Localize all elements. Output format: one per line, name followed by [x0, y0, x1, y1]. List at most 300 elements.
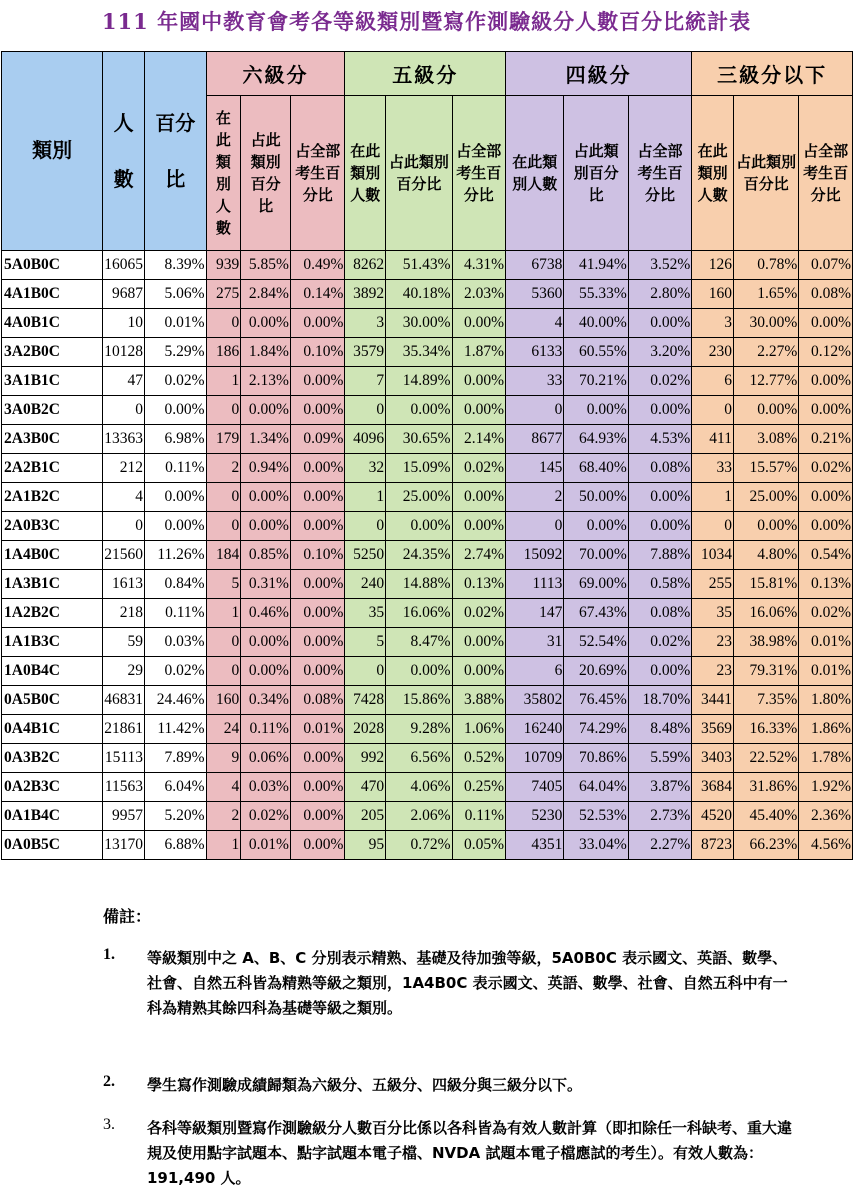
cell-category: 0A2B3C	[2, 773, 103, 802]
table-row	[2, 599, 853, 628]
cell-five-category-pct: 15.09%	[386, 454, 452, 483]
cell-six-total-pct: 0.00%	[290, 599, 345, 628]
cell-five-category-pct: 14.88%	[386, 570, 452, 599]
cell-four-total-pct: 0.02%	[628, 628, 691, 657]
table-row	[2, 541, 853, 570]
cell-six-total-pct: 0.00%	[290, 657, 345, 686]
cell-six-count: 5	[206, 570, 241, 599]
cell-category: 0A1B4C	[2, 802, 103, 831]
cell-percent: 5.29%	[145, 338, 207, 367]
cell-five-total-pct: 4.31%	[452, 251, 506, 280]
cell-three-count: 255	[692, 570, 734, 599]
cell-five-count: 3	[345, 309, 386, 338]
cell-five-category-pct: 30.65%	[386, 425, 452, 454]
cell-six-total-pct: 0.00%	[290, 367, 345, 396]
cell-people: 4	[103, 483, 145, 512]
cell-five-count: 95	[345, 831, 386, 860]
cell-four-count: 5230	[506, 802, 564, 831]
cell-five-total-pct: 0.00%	[452, 512, 506, 541]
cell-six-count: 0	[206, 657, 241, 686]
cell-six-category-pct: 0.46%	[241, 599, 291, 628]
cell-three-category-pct: 31.86%	[733, 773, 798, 802]
table-row	[2, 338, 853, 367]
cell-six-category-pct: 0.03%	[241, 773, 291, 802]
cell-category: 3A1B1C	[2, 367, 103, 396]
header-six-total-pct: 占全部考生百分比	[290, 96, 345, 251]
header-three-category-pct: 占此類別百分比	[733, 96, 798, 251]
cell-five-category-pct: 2.06%	[386, 802, 452, 831]
cell-five-category-pct: 51.43%	[386, 251, 452, 280]
cell-six-category-pct: 2.84%	[241, 280, 291, 309]
cell-three-count: 0	[692, 512, 734, 541]
cell-three-category-pct: 22.52%	[733, 744, 798, 773]
cell-five-count: 7	[345, 367, 386, 396]
header-four-category-pct: 占此類別百分比	[564, 96, 628, 251]
table-row	[2, 454, 853, 483]
cell-four-total-pct: 3.52%	[628, 251, 691, 280]
cell-four-count: 6	[506, 657, 564, 686]
cell-three-total-pct: 0.00%	[799, 512, 853, 541]
cell-six-count: 24	[206, 715, 241, 744]
cell-six-category-pct: 1.34%	[241, 425, 291, 454]
cell-four-category-pct: 74.29%	[564, 715, 628, 744]
cell-three-count: 35	[692, 599, 734, 628]
cell-three-total-pct: 0.00%	[799, 309, 853, 338]
cell-four-category-pct: 52.54%	[564, 628, 628, 657]
cell-six-category-pct: 0.34%	[241, 686, 291, 715]
cell-six-total-pct: 0.00%	[290, 744, 345, 773]
cell-three-count: 4520	[692, 802, 734, 831]
cell-category: 1A1B3C	[2, 628, 103, 657]
cell-three-count: 230	[692, 338, 734, 367]
cell-category: 2A1B2C	[2, 483, 103, 512]
cell-four-count: 15092	[506, 541, 564, 570]
table-row	[2, 686, 853, 715]
page-title: 111 年國中教育會考各等級類別暨寫作測驗級分人數百分比統計表	[101, 9, 752, 34]
cell-category: 3A2B0C	[2, 338, 103, 367]
cell-five-count: 3892	[345, 280, 386, 309]
cell-category: 1A0B4C	[2, 657, 103, 686]
cell-three-count: 1	[692, 483, 734, 512]
cell-category: 2A2B1C	[2, 454, 103, 483]
header-people: 人數	[103, 52, 145, 251]
cell-three-total-pct: 0.54%	[799, 541, 853, 570]
header-six-count: 在此類別人數	[206, 96, 241, 251]
cell-six-category-pct: 0.00%	[241, 512, 291, 541]
cell-six-category-pct: 0.01%	[241, 831, 291, 860]
cell-three-count: 3403	[692, 744, 734, 773]
cell-six-count: 0	[206, 396, 241, 425]
cell-six-total-pct: 0.08%	[290, 686, 345, 715]
cell-five-total-pct: 0.11%	[452, 802, 506, 831]
cell-category: 0A5B0C	[2, 686, 103, 715]
cell-people: 59	[103, 628, 145, 657]
cell-five-total-pct: 0.02%	[452, 454, 506, 483]
cell-people: 21861	[103, 715, 145, 744]
cell-five-count: 3579	[345, 338, 386, 367]
cell-six-category-pct: 0.31%	[241, 570, 291, 599]
header-five-total-pct: 占全部考生百分比	[452, 96, 506, 251]
cell-four-count: 4351	[506, 831, 564, 860]
cell-five-count: 2028	[345, 715, 386, 744]
cell-category: 1A2B2C	[2, 599, 103, 628]
cell-four-category-pct: 0.00%	[564, 396, 628, 425]
cell-people: 47	[103, 367, 145, 396]
cell-five-total-pct: 0.05%	[452, 831, 506, 860]
cell-three-count: 1034	[692, 541, 734, 570]
cell-three-category-pct: 0.00%	[733, 512, 798, 541]
table-row	[2, 483, 853, 512]
cell-five-total-pct: 0.00%	[452, 628, 506, 657]
cell-percent: 6.04%	[145, 773, 207, 802]
cell-six-total-pct: 0.00%	[290, 628, 345, 657]
header-group-six: 六級分	[206, 52, 345, 96]
cell-five-count: 1	[345, 483, 386, 512]
cell-three-count: 23	[692, 657, 734, 686]
cell-category: 2A3B0C	[2, 425, 103, 454]
cell-three-count: 3441	[692, 686, 734, 715]
cell-four-category-pct: 70.21%	[564, 367, 628, 396]
cell-five-category-pct: 4.06%	[386, 773, 452, 802]
cell-three-count: 126	[692, 251, 734, 280]
cell-four-total-pct: 3.87%	[628, 773, 691, 802]
cell-five-total-pct: 0.25%	[452, 773, 506, 802]
cell-four-total-pct: 4.53%	[628, 425, 691, 454]
cell-six-total-pct: 0.00%	[290, 512, 345, 541]
cell-six-total-pct: 0.00%	[290, 454, 345, 483]
cell-three-total-pct: 0.13%	[799, 570, 853, 599]
cell-six-category-pct: 0.11%	[241, 715, 291, 744]
cell-six-total-pct: 0.49%	[290, 251, 345, 280]
cell-six-total-pct: 0.10%	[290, 338, 345, 367]
table-row	[2, 396, 853, 425]
cell-four-category-pct: 52.53%	[564, 802, 628, 831]
cell-people: 13363	[103, 425, 145, 454]
cell-three-total-pct: 0.02%	[799, 454, 853, 483]
cell-six-count: 1	[206, 599, 241, 628]
cell-three-total-pct: 1.92%	[799, 773, 853, 802]
cell-five-total-pct: 2.03%	[452, 280, 506, 309]
note-text: 等級類別中之 A、B、C 分別表示精熟、基礎及待加強等級，5A0B0C 表示國文、英語、數學、社會、自然五科皆為精熟等級之類別，1A4B0C 表示國文、英語、數學、社會、自然五科中有一科為精熟其餘四科為基礎等級之類別。	[147, 949, 788, 1017]
cell-percent: 8.39%	[145, 251, 207, 280]
header-four-total-pct: 占全部考生百分比	[628, 96, 691, 251]
cell-five-count: 5	[345, 628, 386, 657]
cell-six-count: 0	[206, 512, 241, 541]
cell-four-category-pct: 67.43%	[564, 599, 628, 628]
cell-five-total-pct: 0.00%	[452, 657, 506, 686]
cell-five-count: 7428	[345, 686, 386, 715]
cell-six-category-pct: 2.13%	[241, 367, 291, 396]
cell-percent: 11.26%	[145, 541, 207, 570]
cell-five-count: 4096	[345, 425, 386, 454]
cell-four-total-pct: 0.00%	[628, 512, 691, 541]
header-group-three: 三級分以下	[692, 52, 853, 96]
header-five-count: 在此類別人數	[345, 96, 386, 251]
cell-six-category-pct: 0.06%	[241, 744, 291, 773]
note-number: 3.	[103, 1116, 115, 1133]
table-row	[2, 773, 853, 802]
cell-people: 218	[103, 599, 145, 628]
cell-category: 0A4B1C	[2, 715, 103, 744]
cell-category: 3A0B2C	[2, 396, 103, 425]
cell-four-count: 16240	[506, 715, 564, 744]
cell-percent: 0.11%	[145, 599, 207, 628]
table-row	[2, 715, 853, 744]
cell-four-total-pct: 2.80%	[628, 280, 691, 309]
cell-three-category-pct: 66.23%	[733, 831, 798, 860]
cell-six-total-pct: 0.00%	[290, 396, 345, 425]
cell-four-count: 7405	[506, 773, 564, 802]
cell-five-category-pct: 40.18%	[386, 280, 452, 309]
cell-three-total-pct: 0.08%	[799, 280, 853, 309]
cell-people: 10128	[103, 338, 145, 367]
header-percent: 百分比	[145, 52, 207, 251]
cell-six-count: 0	[206, 309, 241, 338]
cell-percent: 24.46%	[145, 686, 207, 715]
header-three-count: 在此類別人數	[692, 96, 734, 251]
cell-four-total-pct: 2.73%	[628, 802, 691, 831]
cell-four-total-pct: 5.59%	[628, 744, 691, 773]
cell-three-total-pct: 0.21%	[799, 425, 853, 454]
cell-three-count: 160	[692, 280, 734, 309]
cell-five-category-pct: 0.00%	[386, 657, 452, 686]
table-row	[2, 744, 853, 773]
cell-four-count: 31	[506, 628, 564, 657]
cell-percent: 0.00%	[145, 396, 207, 425]
cell-three-total-pct: 0.07%	[799, 251, 853, 280]
cell-three-total-pct: 0.00%	[799, 396, 853, 425]
cell-three-count: 8723	[692, 831, 734, 860]
cell-five-category-pct: 0.00%	[386, 512, 452, 541]
cell-percent: 0.84%	[145, 570, 207, 599]
cell-category: 0A0B5C	[2, 831, 103, 860]
cell-six-total-pct: 0.00%	[290, 570, 345, 599]
cell-four-total-pct: 0.58%	[628, 570, 691, 599]
cell-three-category-pct: 30.00%	[733, 309, 798, 338]
cell-six-total-pct: 0.14%	[290, 280, 345, 309]
cell-percent: 11.42%	[145, 715, 207, 744]
cell-six-category-pct: 0.00%	[241, 396, 291, 425]
cell-four-count: 33	[506, 367, 564, 396]
cell-three-category-pct: 1.65%	[733, 280, 798, 309]
cell-three-count: 23	[692, 628, 734, 657]
cell-four-category-pct: 50.00%	[564, 483, 628, 512]
cell-five-count: 5250	[345, 541, 386, 570]
cell-four-category-pct: 60.55%	[564, 338, 628, 367]
cell-three-category-pct: 79.31%	[733, 657, 798, 686]
cell-five-category-pct: 0.72%	[386, 831, 452, 860]
cell-six-category-pct: 0.85%	[241, 541, 291, 570]
cell-percent: 5.06%	[145, 280, 207, 309]
table-row	[2, 309, 853, 338]
table-row	[2, 251, 853, 280]
cell-category: 5A0B0C	[2, 251, 103, 280]
cell-percent: 0.01%	[145, 309, 207, 338]
cell-five-count: 205	[345, 802, 386, 831]
cell-three-count: 411	[692, 425, 734, 454]
cell-category: 1A3B1C	[2, 570, 103, 599]
cell-people: 13170	[103, 831, 145, 860]
cell-three-total-pct: 1.78%	[799, 744, 853, 773]
cell-five-category-pct: 8.47%	[386, 628, 452, 657]
cell-three-total-pct: 1.80%	[799, 686, 853, 715]
cell-six-count: 179	[206, 425, 241, 454]
cell-three-total-pct: 4.56%	[799, 831, 853, 860]
cell-four-category-pct: 64.04%	[564, 773, 628, 802]
cell-four-count: 35802	[506, 686, 564, 715]
cell-four-category-pct: 40.00%	[564, 309, 628, 338]
cell-five-category-pct: 6.56%	[386, 744, 452, 773]
cell-six-count: 0	[206, 483, 241, 512]
cell-four-category-pct: 68.40%	[564, 454, 628, 483]
cell-four-count: 6133	[506, 338, 564, 367]
table-row	[2, 512, 853, 541]
cell-three-category-pct: 0.00%	[733, 396, 798, 425]
cell-four-category-pct: 20.69%	[564, 657, 628, 686]
cell-six-total-pct: 0.00%	[290, 309, 345, 338]
cell-people: 15113	[103, 744, 145, 773]
cell-three-category-pct: 2.27%	[733, 338, 798, 367]
cell-five-count: 0	[345, 396, 386, 425]
note-number: 2.	[103, 1073, 115, 1090]
cell-five-count: 992	[345, 744, 386, 773]
cell-five-category-pct: 35.34%	[386, 338, 452, 367]
cell-four-count: 147	[506, 599, 564, 628]
cell-six-count: 160	[206, 686, 241, 715]
cell-four-total-pct: 0.00%	[628, 309, 691, 338]
header-five-category-pct: 占此類別百分比	[386, 96, 452, 251]
cell-three-category-pct: 25.00%	[733, 483, 798, 512]
cell-three-count: 3684	[692, 773, 734, 802]
cell-four-total-pct: 0.02%	[628, 367, 691, 396]
cell-five-total-pct: 3.88%	[452, 686, 506, 715]
cell-people: 11563	[103, 773, 145, 802]
cell-category: 1A4B0C	[2, 541, 103, 570]
cell-five-total-pct: 2.14%	[452, 425, 506, 454]
cell-three-category-pct: 12.77%	[733, 367, 798, 396]
table-row	[2, 425, 853, 454]
cell-five-count: 240	[345, 570, 386, 599]
cell-percent: 0.11%	[145, 454, 207, 483]
cell-four-category-pct: 69.00%	[564, 570, 628, 599]
cell-five-category-pct: 25.00%	[386, 483, 452, 512]
cell-three-category-pct: 15.57%	[733, 454, 798, 483]
cell-six-count: 1	[206, 367, 241, 396]
cell-four-count: 2	[506, 483, 564, 512]
cell-three-count: 6	[692, 367, 734, 396]
cell-percent: 5.20%	[145, 802, 207, 831]
cell-three-category-pct: 45.40%	[733, 802, 798, 831]
cell-category: 4A1B0C	[2, 280, 103, 309]
cell-percent: 0.02%	[145, 657, 207, 686]
cell-four-category-pct: 55.33%	[564, 280, 628, 309]
cell-five-category-pct: 9.28%	[386, 715, 452, 744]
cell-six-category-pct: 0.00%	[241, 309, 291, 338]
cell-people: 46831	[103, 686, 145, 715]
cell-four-count: 1113	[506, 570, 564, 599]
cell-four-total-pct: 0.08%	[628, 454, 691, 483]
table-row	[2, 657, 853, 686]
cell-five-total-pct: 2.74%	[452, 541, 506, 570]
cell-six-count: 9	[206, 744, 241, 773]
cell-three-category-pct: 16.06%	[733, 599, 798, 628]
table-row	[2, 831, 853, 860]
cell-three-total-pct: 1.86%	[799, 715, 853, 744]
cell-six-total-pct: 0.00%	[290, 483, 345, 512]
cell-six-count: 0	[206, 628, 241, 657]
cell-three-total-pct: 0.00%	[799, 367, 853, 396]
cell-six-category-pct: 5.85%	[241, 251, 291, 280]
cell-six-count: 184	[206, 541, 241, 570]
cell-four-category-pct: 64.93%	[564, 425, 628, 454]
cell-five-count: 32	[345, 454, 386, 483]
header-four-count: 在此類別人數	[506, 96, 564, 251]
cell-category: 2A0B3C	[2, 512, 103, 541]
cell-people: 9957	[103, 802, 145, 831]
cell-six-count: 1	[206, 831, 241, 860]
cell-six-total-pct: 0.09%	[290, 425, 345, 454]
cell-four-category-pct: 33.04%	[564, 831, 628, 860]
cell-five-total-pct: 0.02%	[452, 599, 506, 628]
cell-five-total-pct: 0.00%	[452, 483, 506, 512]
table-row	[2, 280, 853, 309]
header-group-four: 四級分	[506, 52, 692, 96]
cell-percent: 7.89%	[145, 744, 207, 773]
cell-six-total-pct: 0.00%	[290, 831, 345, 860]
cell-category: 0A3B2C	[2, 744, 103, 773]
cell-five-count: 0	[345, 657, 386, 686]
cell-percent: 6.98%	[145, 425, 207, 454]
cell-three-total-pct: 0.00%	[799, 483, 853, 512]
cell-three-total-pct: 2.36%	[799, 802, 853, 831]
cell-six-total-pct: 0.00%	[290, 802, 345, 831]
cell-five-count: 470	[345, 773, 386, 802]
cell-six-category-pct: 0.00%	[241, 483, 291, 512]
statistics-table	[1, 51, 853, 860]
cell-people: 10	[103, 309, 145, 338]
cell-six-total-pct: 0.10%	[290, 541, 345, 570]
cell-three-category-pct: 7.35%	[733, 686, 798, 715]
cell-five-total-pct: 1.06%	[452, 715, 506, 744]
cell-four-total-pct: 18.70%	[628, 686, 691, 715]
cell-six-category-pct: 0.00%	[241, 657, 291, 686]
cell-five-count: 8262	[345, 251, 386, 280]
note-text: 各科等級類別暨寫作測驗級分人數百分比係以各科皆為有效人數計算（即扣除任一科缺考、重大違規及使用點字試題本、點字試題本電子檔、NVDA 試題本電子檔應試的考生）。有效人數為：191,490 人。	[147, 1119, 793, 1187]
cell-people: 16065	[103, 251, 145, 280]
cell-five-category-pct: 24.35%	[386, 541, 452, 570]
cell-three-category-pct: 3.08%	[733, 425, 798, 454]
cell-six-count: 2	[206, 802, 241, 831]
cell-three-category-pct: 15.81%	[733, 570, 798, 599]
cell-people: 1613	[103, 570, 145, 599]
cell-three-category-pct: 4.80%	[733, 541, 798, 570]
cell-percent: 0.02%	[145, 367, 207, 396]
cell-six-count: 275	[206, 280, 241, 309]
cell-six-total-pct: 0.00%	[290, 773, 345, 802]
cell-four-total-pct: 8.48%	[628, 715, 691, 744]
cell-five-count: 0	[345, 512, 386, 541]
cell-four-count: 6738	[506, 251, 564, 280]
cell-four-count: 0	[506, 512, 564, 541]
cell-category: 4A0B1C	[2, 309, 103, 338]
cell-four-total-pct: 0.00%	[628, 657, 691, 686]
cell-four-count: 10709	[506, 744, 564, 773]
cell-people: 0	[103, 396, 145, 425]
cell-three-count: 3569	[692, 715, 734, 744]
cell-five-total-pct: 0.52%	[452, 744, 506, 773]
header-category: 類別	[2, 52, 103, 251]
cell-three-count: 0	[692, 396, 734, 425]
